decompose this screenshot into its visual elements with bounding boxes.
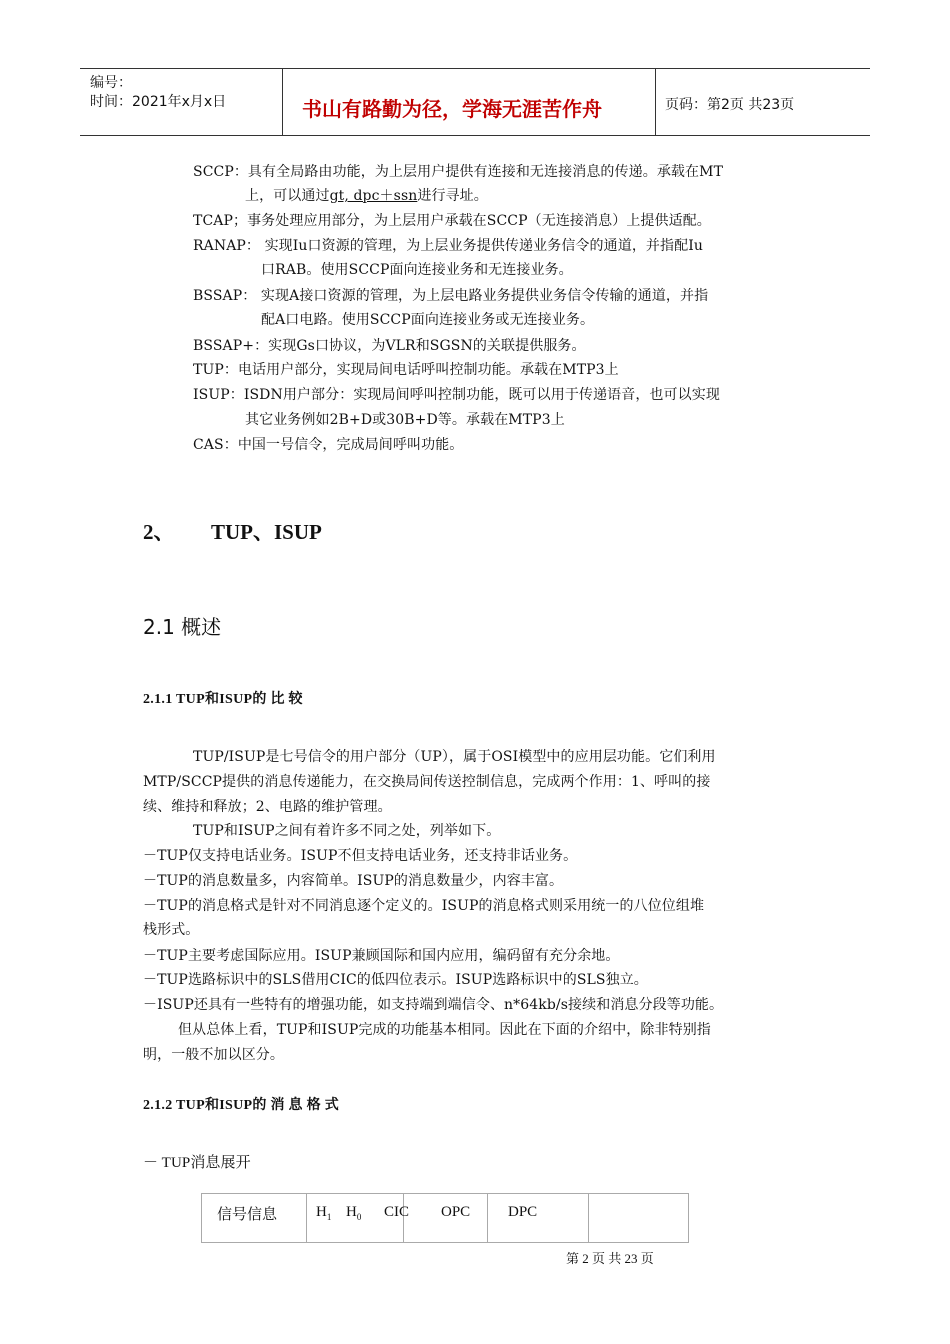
bullet-2: －TUP的消息数量多，内容简单。ISUP的消息数量少，内容丰富。: [143, 873, 564, 889]
cell-h1-subscript: 1: [326, 1212, 332, 1222]
section-2-1-1-title: 2.1.1 TUP和ISUP的 比 较: [143, 692, 303, 707]
def-sccp-line2: [245, 184, 488, 209]
tup-message-label: － TUP消息展开: [143, 1155, 251, 1171]
section-2-1-2-title: 2.1.2 TUP和ISUP的 消 息 格 式: [143, 1098, 340, 1113]
cell-h1: [316, 1204, 331, 1222]
table-divider: [588, 1193, 589, 1243]
def-cas: CAS：中国一号信令，完成局间呼叫功能。: [193, 437, 464, 453]
cell-h0-subscript: 0: [356, 1212, 362, 1222]
bullet-4: －TUP主要考虑国际应用。ISUP兼顾国际和国内应用，编码留有充分余地。: [143, 948, 620, 964]
def-ranap-line1: RANAP： 实现Iu口资源的管理，为上层业务提供传递业务信令的通道，并指配Iu: [193, 238, 703, 254]
bullet-3-line2: 栈形式。: [143, 922, 200, 938]
bullet-5: －TUP选路标识中的SLS借用CIC的低四位表示。ISUP选路标识中的SLS独立。: [143, 972, 648, 988]
def-bssap-line2: 配A口电路。使用SCCP面向连接业务或无连接业务。: [261, 312, 595, 328]
table-divider: [306, 1193, 307, 1243]
bullet-6: －ISUP还具有一些特有的增强功能，如支持端到端信令、n*64kb/s接续和消息分段等功能。: [143, 997, 724, 1013]
cell-h0: [346, 1204, 361, 1222]
def-sccp-line2-post: 进行寻址。: [417, 188, 488, 204]
def-isup-line2: 其它业务例如2B+D或30B+D等。承载在MTP3上: [245, 412, 565, 428]
para3-line2: 明，一般不加以区分。: [143, 1047, 284, 1063]
section-2-1-title: 2.1 概述: [143, 615, 222, 639]
page-footer: 第 2 页 共 23 页: [566, 1251, 654, 1266]
def-tup: TUP：电话用户部分，实现局间电话呼叫控制功能。承载在MTP3上: [193, 362, 619, 378]
def-ranap-line2: 口RAB。使用SCCP面向连接业务和无连接业务。: [261, 262, 573, 278]
para1-line1: TUP/ISUP是七号信令的用户部分（UP），属于OSI模型中的应用层功能。它们利用: [193, 749, 716, 765]
para3-line1: 但从总体上看，TUP和ISUP完成的功能基本相同。因此在下面的介绍中，除非特别指: [178, 1022, 711, 1038]
def-bssap-plus: BSSAP+：实现Gs口协议，为VLR和SGSN的关联提供服务。: [193, 338, 586, 354]
header-number-label: 编号：: [90, 75, 132, 91]
header-top-rule: [80, 68, 870, 69]
header-time-label: 时间：2021年x月x日: [90, 94, 227, 110]
header-divider-right: [655, 68, 656, 135]
cell-h1-letter: H: [316, 1204, 327, 1220]
def-isup-line1: ISUP：ISDN用户部分：实现局间呼叫控制功能，既可以用于传递语音，也可以实现: [193, 387, 720, 403]
cell-h0-letter: H: [346, 1204, 357, 1220]
def-sccp-line2-pre: 上，可以通过: [245, 188, 330, 204]
cell-opc: OPC: [441, 1204, 471, 1220]
bullet-1: －TUP仅支持电话业务。ISUP不但支持电话业务，还支持非话业务。: [143, 848, 578, 864]
header-divider-left: [282, 68, 283, 135]
header-motto: 书山有路勤为径，学海无涯苦作舟: [302, 97, 602, 121]
cell-signal-info: 信号信息: [217, 1205, 278, 1223]
def-tcap: TCAP；事务处理应用部分，为上层用户承载在SCCP（无连接消息）上提供适配。: [193, 213, 711, 229]
header-bottom-rule: [80, 135, 870, 136]
def-sccp-line1: SCCP：具有全局路由功能，为上层用户提供有连接和无连接消息的传递。承载在MT: [193, 164, 724, 180]
def-bssap-line1: BSSAP： 实现A接口资源的管理，为上层电路业务提供业务信令传输的通道，并指: [193, 288, 709, 304]
header-page-info: 页码：第2页 共23页: [665, 97, 795, 113]
def-sccp-addressing: gt, dpc＋ssn: [329, 188, 418, 204]
cell-dpc: DPC: [508, 1204, 538, 1220]
table-divider: [487, 1193, 488, 1243]
para1-line2: MTP/SCCP提供的消息传递能力，在交换局间传送控制信息，完成两个作用：1、呼叫的接: [143, 774, 711, 790]
para1-line3: 续、维持和释放；2、电路的维护管理。: [143, 799, 392, 815]
section-2-title: TUP、ISUP: [211, 520, 322, 544]
bullet-3-line1: －TUP的消息格式是针对不同消息逐个定义的。ISUP的消息格式则采用统一的八位位组堆: [143, 898, 705, 914]
section-2-number: 2、: [143, 520, 175, 544]
cell-cic: CIC: [384, 1204, 410, 1220]
para2: TUP和ISUP之间有着许多不同之处，列举如下。: [193, 823, 501, 839]
